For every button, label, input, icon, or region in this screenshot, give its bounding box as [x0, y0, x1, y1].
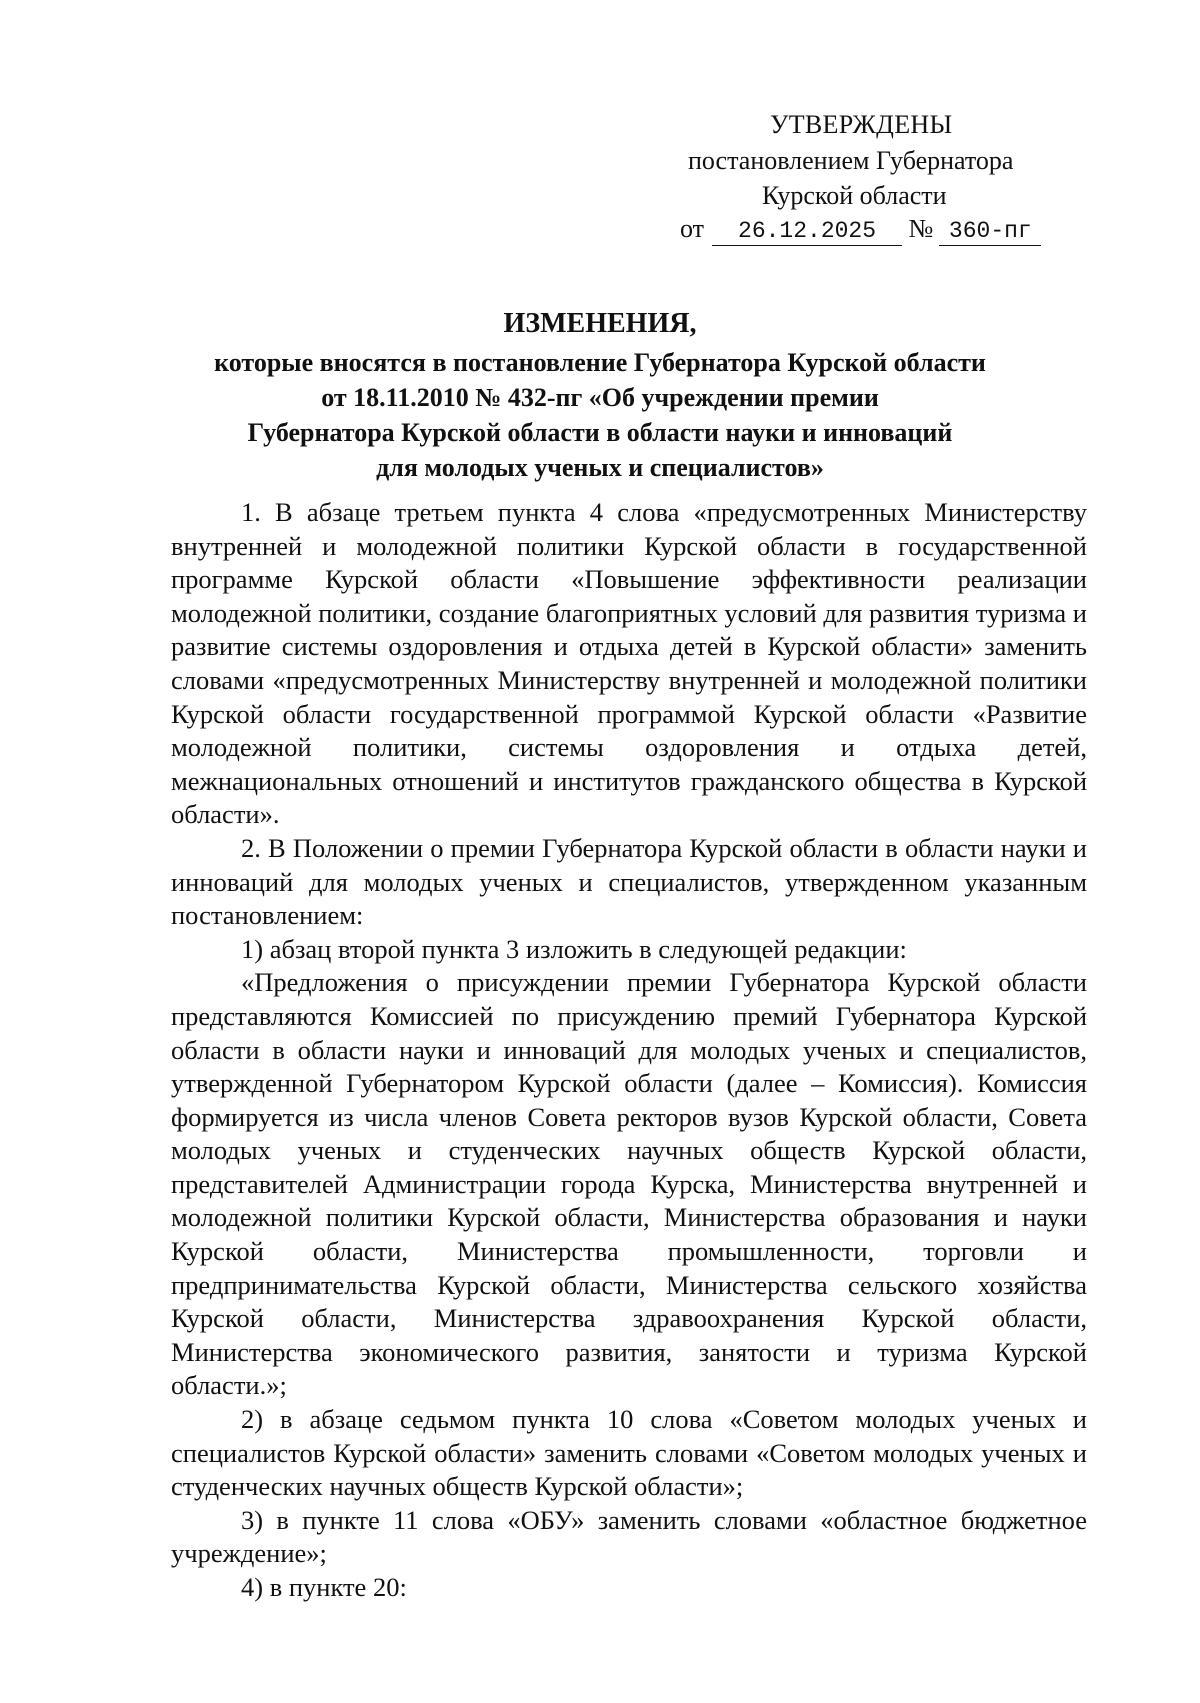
- paragraph-3: 1) абзац второй пункта 3 изложить в следующей редакции:: [241, 933, 907, 964]
- number-prefix: №: [908, 214, 934, 243]
- approval-authority: постановлением Губернатора: [688, 146, 1014, 175]
- paragraph-5: 2) в абзаце седьмом пункта 10 слова «Советом молодых ученых и специалистов Курской области» заменить словами «Советом молодых ученых и студенческих научных обществ Курской области»;: [171, 1404, 1087, 1502]
- paragraph-7: 4) в пункте 20:: [241, 1572, 407, 1602]
- title-line-4: Губернатора Курской области в области науки и инноваций: [247, 418, 953, 447]
- approval-date: 26.12.2025: [712, 217, 902, 246]
- document-title: [150, 306, 1050, 485]
- date-prefix: от: [680, 214, 705, 243]
- title-line-5: для молодых ученых и специалистов»: [376, 453, 824, 482]
- approval-date-number: [680, 212, 1041, 246]
- title-line-1: ИЗМЕНЕНИЯ,: [503, 308, 697, 339]
- approval-number: 360-пг: [939, 217, 1041, 246]
- approval-heading: УТВЕРЖДЕНЫ: [770, 110, 953, 139]
- document-body: [171, 496, 1087, 1605]
- approval-region: Курской области: [762, 181, 947, 210]
- paragraph-4: «Предложения о присуждении премии Губернатора Курской области представляются Комиссией по присуждению премий Губернатора Курской области в области науки и инноваций для молодых ученых и специалистов, утвержденной Губернатором Курской области (далее – Комиссия). Комиссия формируется из числа членов Совета ректоров вузов Курской области, Совета молодых ученых и студенческих научных обществ Курской области, представителей Администрации города Курска, Министерства внутренней и молодежной политики Курской области, Министерства образования и науки Курской области, Министерства промышленности, торговли и предпринимательства Курской области, Министерства сельского хозяйства Курской области, Министерства здравоохранения Курской области, Министерства экономического развития, занятости и туризма Курской области.»;: [171, 967, 1087, 1401]
- title-line-2: которые вносятся в постановление Губернатора Курской области: [214, 348, 986, 377]
- paragraph-1: 1. В абзаце третьем пункта 4 слова «предусмотренных Министерству внутренней и молодежной политики Курской области в государственной программе Курской области «Повышение эффективности реализации молодежной политики, создание благоприятных условий для развития туризма и развитие системы оздоровления и отдыха детей в Курской области» заменить словами «предусмотренных Министерству внутренней и молодежной политики Курской области государственной программой Курской области «Развитие молодежной политики, системы оздоровления и отдыха детей, межнациональных отношений и институтов гражданского общества в Курской области».: [171, 497, 1087, 830]
- title-line-3: от 18.11.2010 № 432-пг «Об учреждении премии: [321, 383, 879, 412]
- paragraph-2: 2. В Положении о премии Губернатора Курской области в области науки и инноваций для молодых ученых и специалистов, утвержденном указанным постановлением:: [171, 832, 1087, 931]
- paragraph-6: 3) в пункте 11 слова «ОБУ» заменить словами «областное бюджетное учреждение»;: [171, 1504, 1087, 1569]
